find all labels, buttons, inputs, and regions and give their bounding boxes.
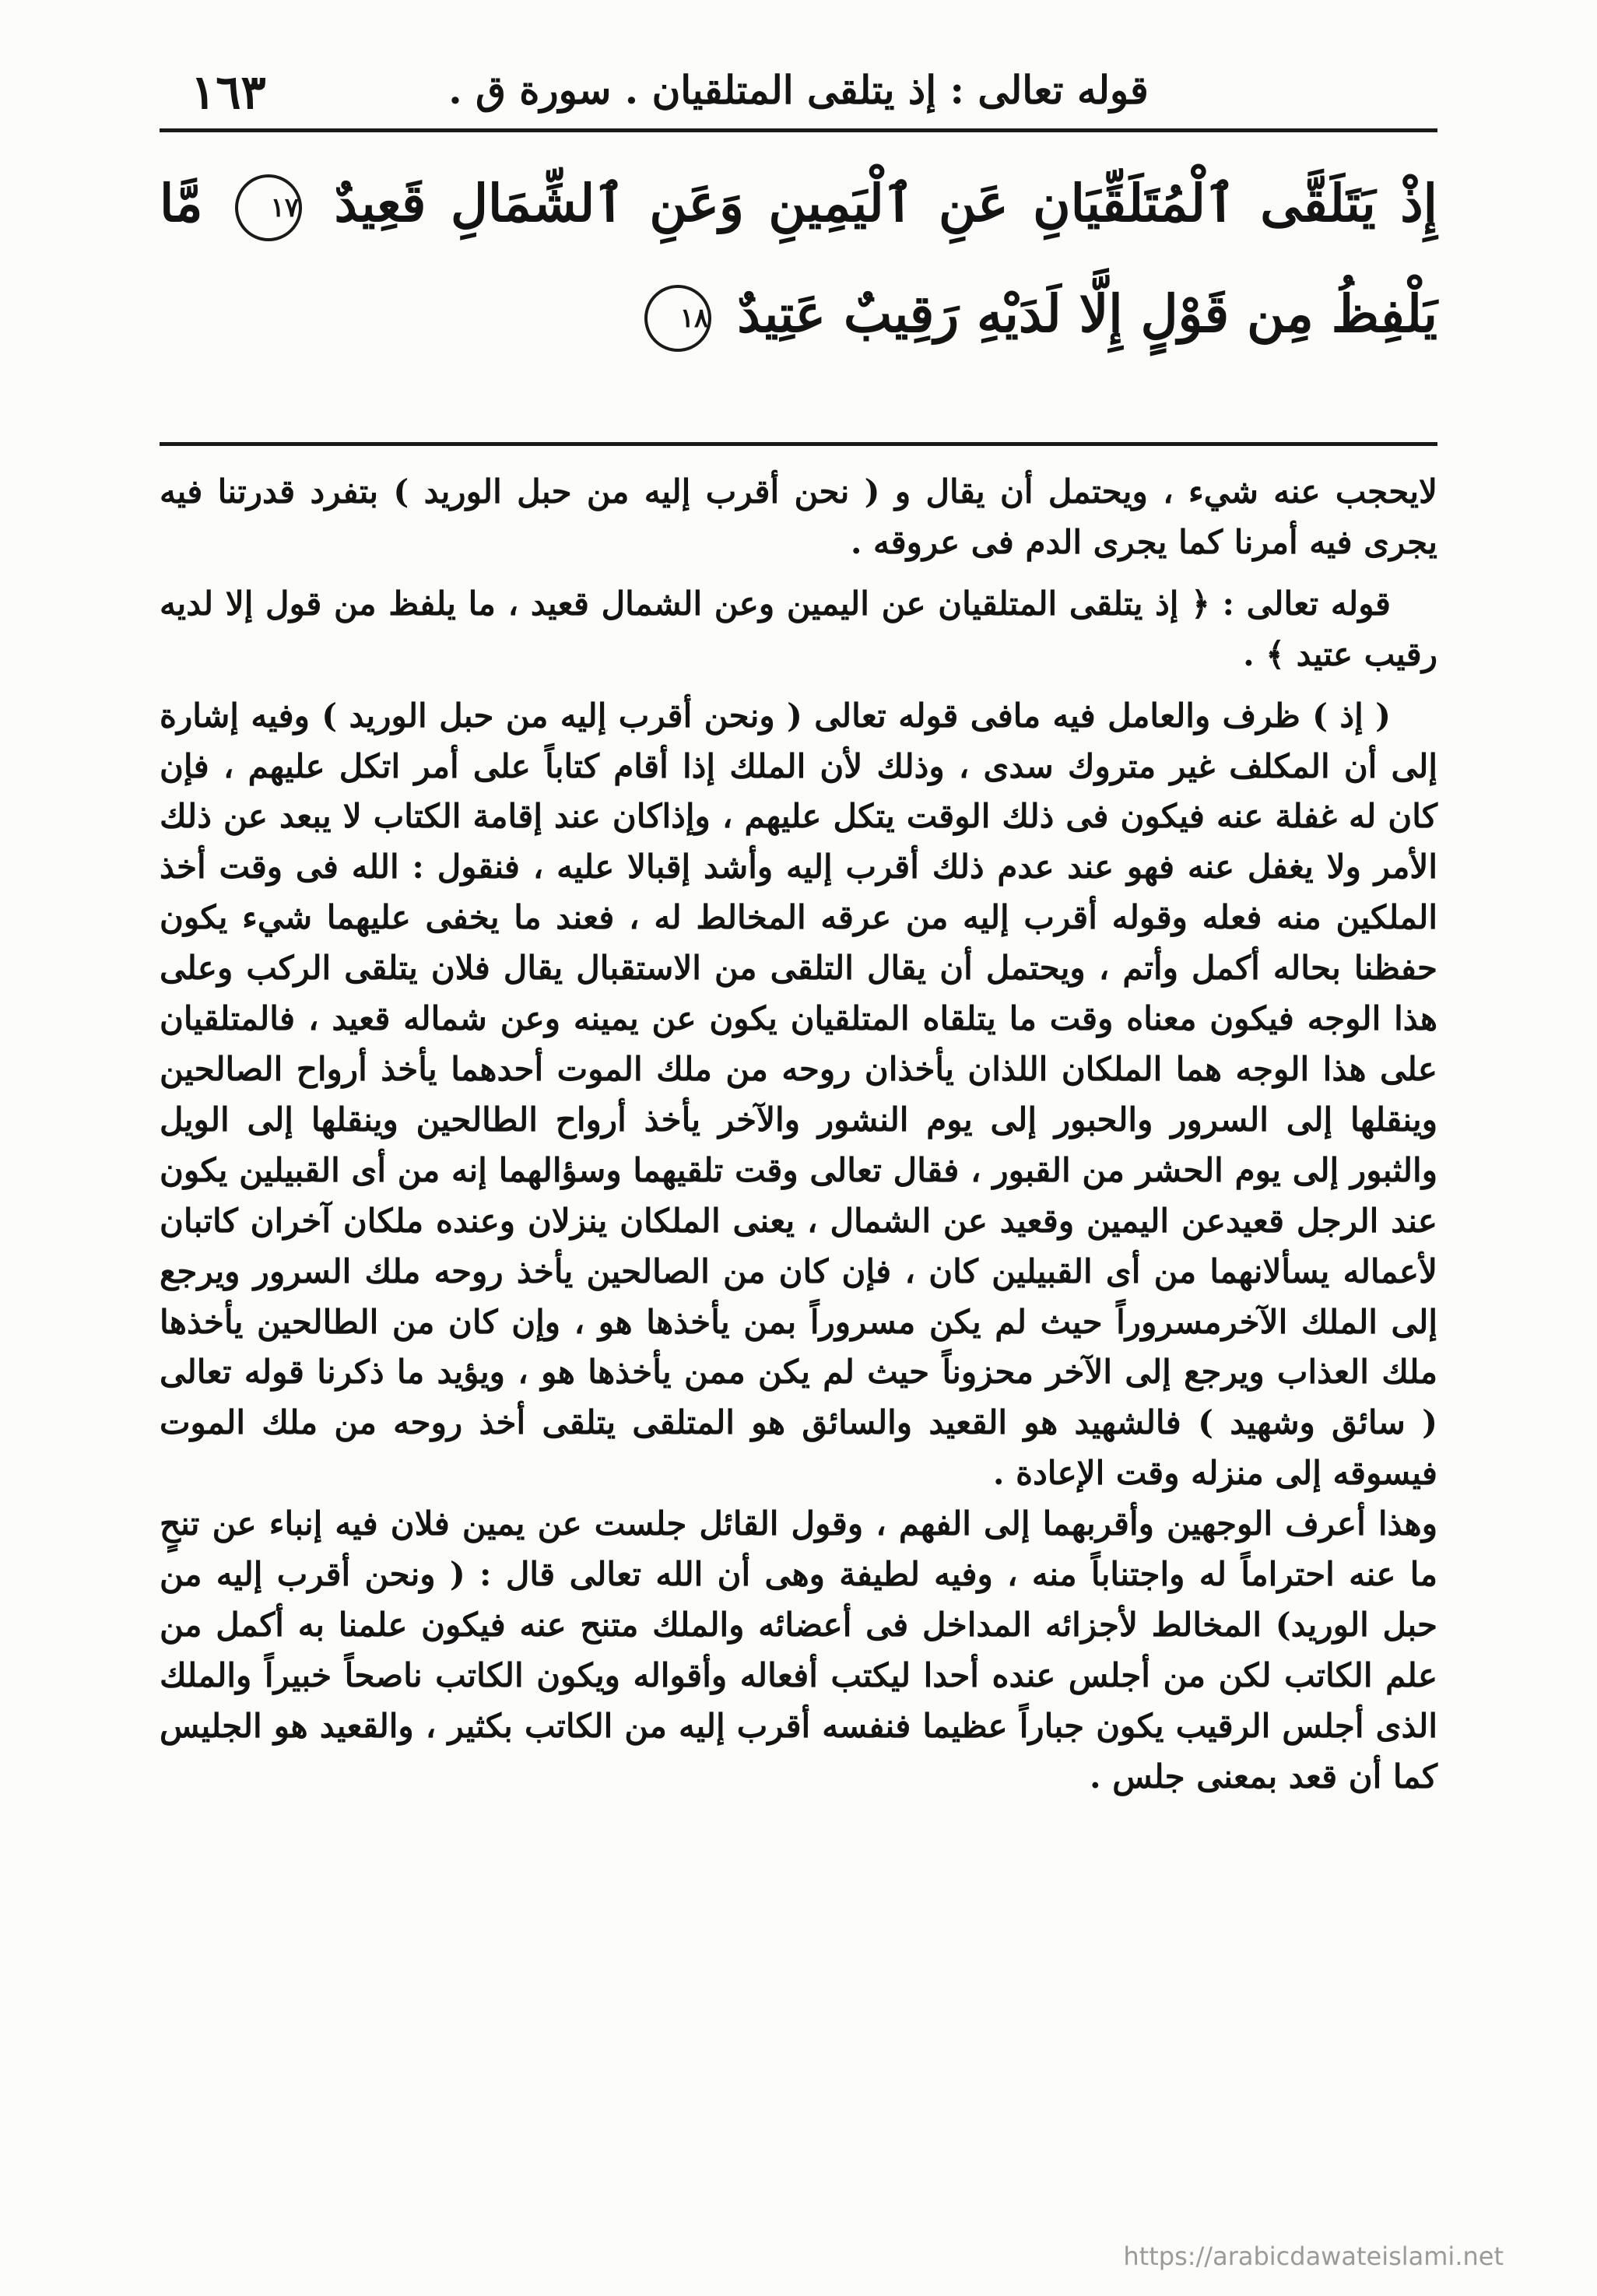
verse-text-17: إِذْ يَتَلَقَّى ٱلْمُتَلَقِّيَانِ عَنِ ٱلْيَمِينِ وَعَنِ ٱلشِّمَالِ قَعِيدٌ [334, 173, 1437, 233]
paragraph-3: ( إذ ) ظرف والعامل فيه مافى قوله تعالى ( ونحن أقرب إليه من حبل الوريد ) وفيه إشارة إلى أن المكلف غير متروك سدى ، وذلك لأن الملك إذا أقام كتاباً على أمر اتكل عليهم ، فإن كان له غفلة عنه فيكون فى ذلك الوقت يتكل عليهم ، وإذاكان عند إقامة الكتاب لا يبعد عن ذلك الأمر ولا يغفل عنه فهو عند عدم ذلك أقرب إليه وأشد إقبالا عليه ، فنقول : الله فى وقت أخذ الملكين منه فعله وقوله أقرب إليه من عرقه المخالط له ، فعند ما يخفى عليهما شيء يكون حفظنا بحاله أكمل وأتم ، ويحتمل أن يقال التلقى من الاستقبال يقال فلان يتلقى الركب وعلى هذا الوجه فيكون معناه وقت ما يتلقاه المتلقيان يكون عن يمينه وعن شماله قعيد ، فالمتلقيان على هذا الوجه هما الملكان اللذان يأخذان روحه من ملك الموت أحدهما يأخذ أرواح الصالحين وينقلها إلى السرور والحبور إلى يوم النشور والآخر يأخذ أرواح الطالحين وينقلها إلى الويل والثبور إلى يوم الحشر من القبور ، فقال تعالى وقت تلقيهما وسؤالهما إنه من أى القبيلين يكون عند الرجل قعيدعن اليمين وقعيد عن الشمال ، يعنى الملكان ينزلان وعنده ملكان آخران كاتبان لأعماله يسألانهما من أى القبيلين كان ، فإن كان من الصالحين يأخذ روحه ملك السرور ويرجع إلى الملك الآخرمسروراً حيث لم يكن مسروراً بمن يأخذها هو ، وإن كان من الطالحين يأخذها ملك العذاب ويرجع إلى الآخر محزوناً حيث لم يكن ممن يأخذها هو ، ويؤيد ما ذكرنا قوله تعالى ( سائق وشهيد ) فالشهيد هو القعيد والسائق هو المتلقى يتلقى أخذ روحه من ملك الموت فيسوقه إلى منزله وقت الإعادة . [160, 696, 1437, 1493]
watermark-url: https://arabicdawateislami.net [1123, 2242, 1504, 2271]
page-header [160, 54, 1437, 125]
paragraph-4: وهذا أعرف الوجهين وأقربهما إلى الفهم ، وقول القائل جلست عن يمين فلان فيه إنباء عن تنحٍ ما عنه احتراماً له واجتناباً منه ، وفيه لطيفة وهى أن الله تعالى قال : ( ونحن أقرب إليه من حبل الوريد) المخالط لأجزائه المداخل فى أعضائه والملك متنح عنه فيكون علمنا به أكمل من علم الكاتب لكن من أجلس عنده أحدا ليكتب أفعاله وأقواله ويكون الكاتب ناصحاً خبيراً والملك الذى أجلس الرقيب يكون جباراً عظيما فنفسه أقرب إليه من الكاتب بكثير ، والقعيد هو الجليس كما أن قعد بمعنى جلس . [160, 1504, 1437, 1796]
page-number: ١٦٣ [191, 65, 266, 120]
verse-marker-17: ١٧ [235, 174, 302, 241]
header-rule [160, 128, 1437, 132]
paragraph-1: لايحجب عنه شيء ، ويحتمل أن يقال و ( نحن أقرب إليه من حبل الوريد ) بتفرد قدرتنا فيه يجرى فيه أمرنا كما يجرى الدم فى عروقه . [160, 472, 1437, 561]
quran-verse-block [160, 148, 1437, 436]
paragraph-2: قوله تعالى : ﴿ إذ يتلقى المتلقيان عن اليمين وعن الشمال قعيد ، ما يلفظ من قول إلا لديه رقيب عتيد ﴾ . [160, 584, 1437, 673]
verse-rule [160, 442, 1437, 446]
verse-marker-18: ١٨ [644, 285, 711, 352]
running-title: قوله تعالى : إذ يتلقى المتلقيان . سورة ق . [448, 66, 1149, 113]
verse-text-18: مَّا يَلْفِظُ مِن قَوْلٍ إِلَّا لَدَيْهِ رَقِيبٌ عَتِيدٌ [160, 173, 1437, 344]
commentary-text [160, 467, 1437, 2195]
